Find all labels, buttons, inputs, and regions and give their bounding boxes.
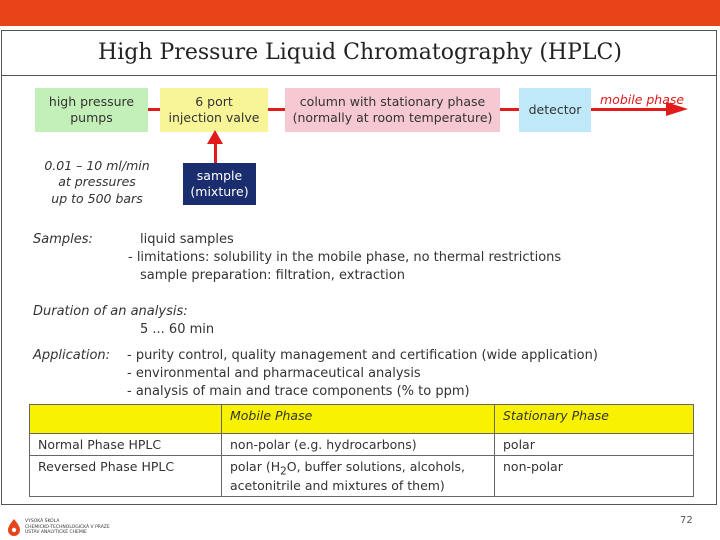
row-mobile-phase: non-polar (e.g. hydrocarbons)	[222, 434, 495, 456]
samples-line3: sample preparation: filtration, extraction	[140, 268, 405, 283]
hplc-phase-table	[29, 404, 694, 497]
flow-pipe	[591, 108, 668, 111]
sample-arrow-up-icon	[207, 130, 223, 144]
mobile-text-post: O, buffer solutions, alcohols,	[286, 459, 465, 474]
row-stationary-phase: polar	[495, 434, 694, 456]
detector-box	[519, 88, 591, 132]
flow-rate-note	[22, 158, 172, 207]
title-divider	[1, 75, 717, 76]
logo-text-line: ÚSTAV ANALYTICKÉ CHEMIE	[25, 530, 87, 535]
flow-note-line1: 0.01 – 10 ml/min	[44, 158, 150, 173]
subscript-2: 2	[280, 465, 287, 478]
sample-box	[183, 163, 256, 205]
mobile-text-pre: polar (H	[230, 459, 281, 474]
logo-text-line: VYSOKÁ ŠKOLA	[25, 519, 60, 524]
valve-label-line2: injection valve	[168, 110, 260, 125]
samples-heading: Samples:	[33, 232, 93, 247]
logo-text-line: CHEMICKO-TECHNOLOGICKÁ V PRAZE	[25, 524, 110, 530]
slide-title: High Pressure Liquid Chromatography (HPLC)	[98, 40, 622, 65]
flow-pipe	[500, 108, 519, 111]
flow-pipe	[148, 108, 160, 111]
header-mobile-phase: Mobile Phase	[222, 405, 495, 434]
row-name: Normal Phase HPLC	[30, 434, 222, 456]
header-stationary-phase: Stationary Phase	[495, 405, 694, 434]
mobile-phase-label: mobile phase	[600, 92, 685, 107]
header-cell-empty	[30, 405, 222, 434]
application-item: - environmental and pharmaceutical analysis	[127, 366, 421, 381]
table-row	[30, 456, 694, 497]
table-header-row	[30, 405, 694, 434]
samples-line1: liquid samples	[140, 232, 234, 247]
column-label-line2: (normally at room temperature)	[292, 110, 493, 125]
flow-note-line3: up to 500 bars	[51, 190, 143, 206]
flow-pipe	[268, 108, 285, 111]
pumps-label-line2: pumps	[70, 110, 113, 125]
detector-label: detector	[528, 102, 582, 118]
sample-label-line2: (mixture)	[190, 184, 249, 199]
row-mobile-phase	[222, 456, 495, 497]
mobile-text-line2: acetonitrile and mixtures of them)	[230, 477, 445, 493]
application-item: - analysis of main and trace components (% to ppm)	[127, 384, 470, 399]
duration-heading: Duration of an analysis:	[33, 304, 188, 319]
row-name: Reversed Phase HPLC	[30, 456, 222, 497]
pumps-label-line1: high pressure	[48, 94, 135, 110]
valve-label-line1: 6 port	[195, 94, 233, 110]
injection-valve-box	[160, 88, 268, 132]
university-logo-icon	[6, 518, 22, 536]
university-logo-text	[25, 519, 110, 536]
row-stationary-phase: non-polar	[495, 456, 694, 497]
samples-line2: - limitations: solubility in the mobile phase, no thermal restrictions	[128, 250, 562, 265]
top-accent-bar	[0, 0, 720, 26]
pumps-box	[35, 88, 148, 132]
flow-note-line2: at pressures	[58, 174, 136, 190]
application-heading: Application:	[33, 348, 111, 363]
sample-label-line1: sample	[196, 167, 243, 183]
duration-value: 5 ... 60 min	[140, 322, 215, 337]
table-row	[30, 434, 694, 456]
column-label-line1: column with stationary phase	[299, 94, 486, 110]
page-number: 72	[680, 515, 693, 526]
column-box	[285, 88, 500, 132]
application-item: - purity control, quality management and certification (wide application)	[127, 348, 598, 363]
